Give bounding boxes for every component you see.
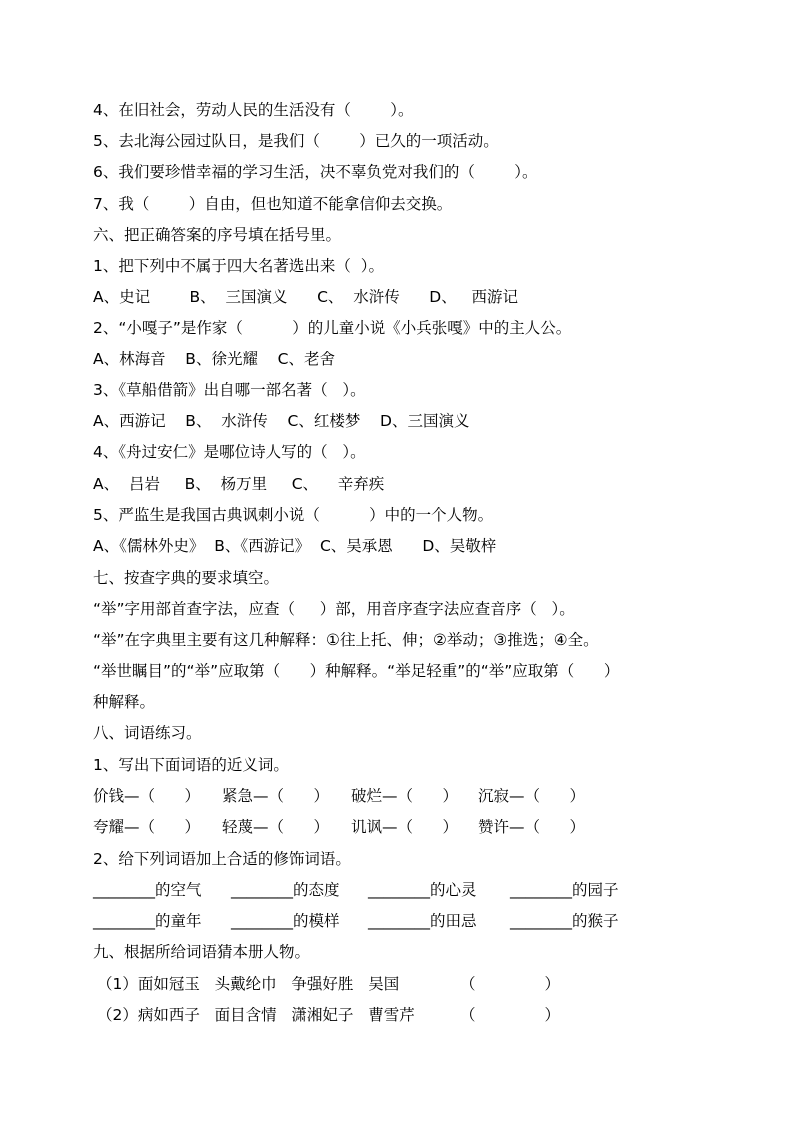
question-line: 7、我（ ）自由，但也知道不能拿信仰去交换。	[93, 195, 453, 213]
options-line: A、史记 B、 三国演义 C、 水浒传 D、 西游记	[93, 288, 519, 306]
synonym-item: 轻蔑—（ ）	[222, 818, 330, 836]
options-line: A、林海音 B、徐光耀 C、老舍	[93, 350, 335, 368]
question-line: 2、“小嘎子”是作家（ ）的儿童小说《小兵张嘎》中的主人公。	[93, 319, 572, 337]
riddle-clues: （1）面如冠玉 头戴纶巾 争强好胜 吴国	[97, 975, 400, 993]
synonym-item: 夸耀—（ ）	[93, 818, 201, 836]
question-line: 6、我们要珍惜幸福的学习生活，决不辜负党对我们的（ ）。	[93, 163, 538, 181]
question-line: “举”字用部首查字法，应查（ ）部，用音序查字法应查音序（ ）。	[93, 600, 575, 618]
question-line: 2、给下列词语加上合适的修饰词语。	[93, 850, 351, 868]
section-heading: 六、把正确答案的序号填在括号里。	[93, 226, 342, 244]
synonym-item: 破烂—（ ）	[351, 787, 459, 805]
options-line: A、《儒林外史》 B、《西游记》 C、吴承恩 D、吴敬梓	[93, 537, 497, 555]
synonym-item: 价钱—（ ）	[93, 787, 201, 805]
riddle-clues: （2）病如西子 面目含情 潇湘妃子 曹雪芹	[97, 1006, 415, 1024]
question-line: 4、在旧社会，劳动人民的生活没有（ ）。	[93, 101, 414, 119]
synonym-item: 讥讽—（ ）	[351, 818, 459, 836]
modifier-item: ________的童年	[93, 912, 202, 930]
question-line: 1、写出下面词语的近义词。	[93, 756, 289, 774]
section-heading: 七、按查字典的要求填空。	[93, 569, 280, 587]
modifier-item: ________的心灵	[368, 881, 477, 899]
question-line: 3、《草船借箭》出自哪一部名著（ ）。	[93, 381, 366, 399]
section-heading: 九、根据所给词语猜本册人物。	[93, 943, 311, 961]
question-line: 4、《舟过安仁》是哪位诗人写的（ ）。	[93, 443, 366, 461]
modifier-item: ________的模样	[231, 912, 340, 930]
question-line: 1、把下列中不属于四大名著选出来（ ）。	[93, 257, 384, 275]
section-heading: 八、词语练习。	[93, 724, 202, 742]
options-line: A、西游记 B、 水浒传 C、红楼梦 D、三国演义	[93, 412, 470, 430]
riddle-answer-blank: （ ）	[460, 1006, 560, 1024]
question-line: “举世瞩目”的“举”应取第（ ）种解释。“举足轻重”的“举”应取第（ ）	[93, 662, 620, 680]
question-line: 5、严监生是我国古典讽刺小说（ ）中的一个人物。	[93, 506, 494, 524]
synonym-item: 赞许—（ ）	[478, 818, 586, 836]
options-line: A、 吕岩 B、 杨万里 C、 辛弃疾	[93, 475, 385, 493]
synonym-item: 紧急—（ ）	[222, 787, 330, 805]
modifier-item: ________的园子	[510, 881, 619, 899]
synonym-item: 沉寂—（ ）	[478, 787, 586, 805]
question-line: “举”在字典里主要有这几种解释：①往上托、伸；②举动；③推选；④全。	[93, 631, 599, 649]
question-line: 种解释。	[93, 693, 156, 711]
modifier-item: ________的空气	[93, 881, 202, 899]
modifier-item: ________的态度	[231, 881, 340, 899]
question-line: 5、去北海公园过队日，是我们（ ）已久的一项活动。	[93, 132, 499, 150]
modifier-item: ________的猴子	[510, 912, 619, 930]
riddle-answer-blank: （ ）	[460, 975, 560, 993]
modifier-item: ________的田忌	[368, 912, 477, 930]
